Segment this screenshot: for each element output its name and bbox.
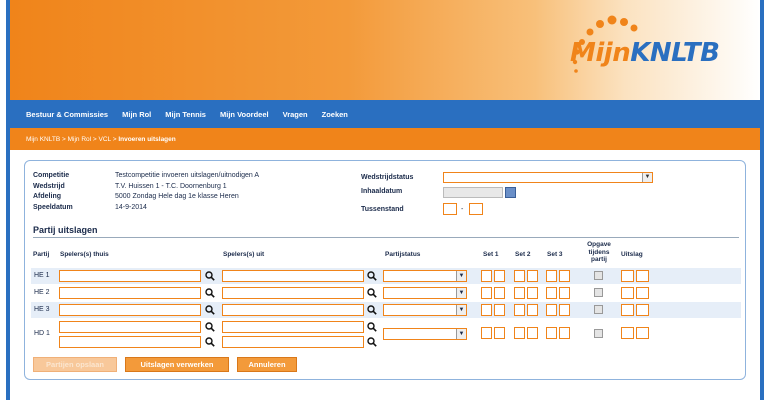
nav-mijn-rol[interactable]: Mijn Rol bbox=[122, 109, 152, 119]
set1-thuis-input[interactable] bbox=[481, 270, 492, 282]
partijstatus-select[interactable] bbox=[383, 287, 467, 299]
set2-uit-input[interactable] bbox=[527, 304, 538, 316]
set2-uit-input[interactable] bbox=[527, 327, 538, 339]
set3-uit-input[interactable] bbox=[559, 287, 570, 299]
col-set1: Set 1 bbox=[483, 251, 499, 258]
speler-thuis-input-1[interactable] bbox=[59, 321, 201, 333]
tussenstand-thuis-input[interactable] bbox=[443, 203, 457, 215]
main-navigation bbox=[10, 100, 760, 128]
chevron-down-icon[interactable]: ▼ bbox=[456, 288, 466, 298]
chevron-down-icon[interactable]: ▼ bbox=[456, 271, 466, 281]
speler-uit-input[interactable] bbox=[222, 304, 364, 316]
uitslag-uit-input[interactable] bbox=[636, 270, 649, 282]
speeldatum-label: Speeldatum bbox=[33, 203, 73, 211]
set1-thuis-input[interactable] bbox=[481, 287, 492, 299]
tussenstand-label: Tussenstand bbox=[361, 206, 404, 213]
speler-thuis-input-2[interactable] bbox=[59, 336, 201, 348]
set2-uit-input[interactable] bbox=[527, 270, 538, 282]
speler-thuis-input[interactable] bbox=[59, 287, 201, 299]
set1-uit-input[interactable] bbox=[494, 270, 505, 282]
partijstatus-select[interactable] bbox=[383, 304, 467, 316]
afdeling-value: 5000 Zondag Hele dag 1e klasse Heren bbox=[115, 193, 239, 200]
partijen-opslaan-button[interactable]: Partijen opslaan bbox=[33, 357, 117, 372]
match-info-labels bbox=[33, 171, 73, 213]
search-icon[interactable] bbox=[367, 288, 377, 298]
speler-uit-input-1[interactable] bbox=[222, 321, 364, 333]
opgave-checkbox[interactable] bbox=[594, 329, 603, 338]
set2-thuis-input[interactable] bbox=[514, 304, 525, 316]
nav-mijn-tennis[interactable]: Mijn Tennis bbox=[165, 109, 206, 119]
nav-zoeken[interactable]: Zoeken bbox=[321, 109, 348, 119]
chevron-down-icon[interactable]: ▼ bbox=[642, 173, 652, 182]
set3-thuis-input[interactable] bbox=[546, 327, 557, 339]
uitslag-thuis-input[interactable] bbox=[621, 287, 634, 299]
set3-thuis-input[interactable] bbox=[546, 304, 557, 316]
set3-thuis-input[interactable] bbox=[546, 287, 557, 299]
partijstatus-select[interactable] bbox=[383, 270, 467, 282]
search-icon[interactable] bbox=[367, 271, 377, 281]
uitslag-uit-input[interactable] bbox=[636, 327, 649, 339]
results-panel bbox=[24, 160, 746, 380]
opgave-checkbox[interactable] bbox=[594, 305, 603, 314]
afdeling-label: Afdeling bbox=[33, 193, 61, 200]
set1-uit-input[interactable] bbox=[494, 287, 505, 299]
set2-thuis-input[interactable] bbox=[514, 327, 525, 339]
section-title: Partij uitslagen bbox=[33, 225, 98, 235]
col-set3: Set 3 bbox=[547, 251, 563, 258]
uitslagen-verwerken-button[interactable]: Uitslagen verwerken bbox=[125, 357, 229, 372]
inhaaldatum-input[interactable] bbox=[443, 187, 503, 198]
chevron-down-icon[interactable]: ▼ bbox=[456, 329, 466, 339]
col-partij: Partij bbox=[33, 251, 50, 258]
set1-uit-input[interactable] bbox=[494, 304, 505, 316]
nav-bestuur-commissies[interactable]: Bestuur & Commissies bbox=[26, 109, 109, 119]
competitie-value: Testcompetitie invoeren uitslagen/uitnodigen A bbox=[115, 172, 259, 179]
set3-uit-input[interactable] bbox=[559, 270, 570, 282]
row-label: HE 2 bbox=[34, 289, 50, 296]
inhaaldatum-label: Inhaaldatum bbox=[361, 188, 403, 195]
set1-thuis-input[interactable] bbox=[481, 327, 492, 339]
annuleren-button[interactable]: Annuleren bbox=[237, 357, 297, 372]
right-frame-border bbox=[760, 0, 764, 400]
row-label: HD 1 bbox=[34, 330, 50, 337]
opgave-checkbox[interactable] bbox=[594, 288, 603, 297]
mijnknltb-logo[interactable]: MijnKNLTB bbox=[570, 38, 720, 68]
uitslag-thuis-input[interactable] bbox=[621, 270, 634, 282]
set1-uit-input[interactable] bbox=[494, 327, 505, 339]
search-icon[interactable] bbox=[367, 305, 377, 315]
match-info-values bbox=[115, 171, 259, 213]
col-partijstatus: Partijstatus bbox=[385, 251, 421, 258]
wedstrijd-value: T.V. Huissen 1 - T.C. Doornenburg 1 bbox=[115, 182, 227, 190]
chevron-down-icon[interactable]: ▼ bbox=[456, 305, 466, 315]
speler-uit-input[interactable] bbox=[222, 287, 364, 299]
set3-uit-input[interactable] bbox=[559, 304, 570, 316]
set3-uit-input[interactable] bbox=[559, 327, 570, 339]
search-icon[interactable] bbox=[205, 271, 215, 281]
opgave-checkbox[interactable] bbox=[594, 271, 603, 280]
breadcrumb-trail[interactable]: Mijn KNLTB > Mijn Rol > VCL > bbox=[26, 135, 117, 143]
search-icon[interactable] bbox=[367, 337, 377, 347]
nav-mijn-voordeel[interactable]: Mijn Voordeel bbox=[219, 109, 269, 119]
set2-uit-input[interactable] bbox=[527, 287, 538, 299]
header-banner bbox=[10, 0, 760, 100]
uitslag-uit-input[interactable] bbox=[636, 304, 649, 316]
speler-uit-input[interactable] bbox=[222, 270, 364, 282]
breadcrumb bbox=[10, 128, 760, 150]
col-set2: Set 2 bbox=[515, 251, 531, 258]
partijstatus-select[interactable] bbox=[383, 328, 467, 340]
search-icon[interactable] bbox=[205, 288, 215, 298]
uitslag-thuis-input[interactable] bbox=[621, 327, 634, 339]
tussenstand-separator: - bbox=[461, 206, 464, 213]
search-icon[interactable] bbox=[205, 305, 215, 315]
tussenstand-uit-input[interactable] bbox=[469, 203, 483, 215]
wedstrijdstatus-select[interactable] bbox=[443, 172, 653, 183]
wedstrijdstatus-label: Wedstrijdstatus bbox=[361, 174, 414, 181]
competitie-label: Competitie bbox=[33, 172, 70, 179]
search-icon[interactable] bbox=[367, 322, 377, 332]
set2-thuis-input[interactable] bbox=[514, 270, 525, 282]
set1-thuis-input[interactable] bbox=[481, 304, 492, 316]
section-divider bbox=[33, 237, 739, 238]
row-label: HE 1 bbox=[34, 272, 50, 279]
speler-uit-input-2[interactable] bbox=[222, 336, 364, 348]
col-opgave: Opgave tijdens partij bbox=[587, 241, 611, 263]
col-uitslag: Uitslag bbox=[621, 251, 643, 258]
nav-vragen[interactable]: Vragen bbox=[282, 109, 308, 119]
col-spelers-thuis: Spelers(s) thuis bbox=[60, 251, 109, 258]
wedstrijd-label: Wedstrijd bbox=[33, 182, 65, 190]
uitslag-thuis-input[interactable] bbox=[621, 304, 634, 316]
speeldatum-value: 14-9-2014 bbox=[115, 203, 147, 211]
col-spelers-uit: Spelers(s) uit bbox=[223, 251, 265, 258]
calendar-icon[interactable] bbox=[505, 187, 516, 198]
speler-thuis-input[interactable] bbox=[59, 270, 201, 282]
row-label: HE 3 bbox=[34, 306, 50, 313]
breadcrumb-current: Invoeren uitslagen bbox=[118, 135, 176, 143]
uitslag-uit-input[interactable] bbox=[636, 287, 649, 299]
set2-thuis-input[interactable] bbox=[514, 287, 525, 299]
search-icon[interactable] bbox=[205, 322, 215, 332]
speler-thuis-input[interactable] bbox=[59, 304, 201, 316]
search-icon[interactable] bbox=[205, 337, 215, 347]
set3-thuis-input[interactable] bbox=[546, 270, 557, 282]
